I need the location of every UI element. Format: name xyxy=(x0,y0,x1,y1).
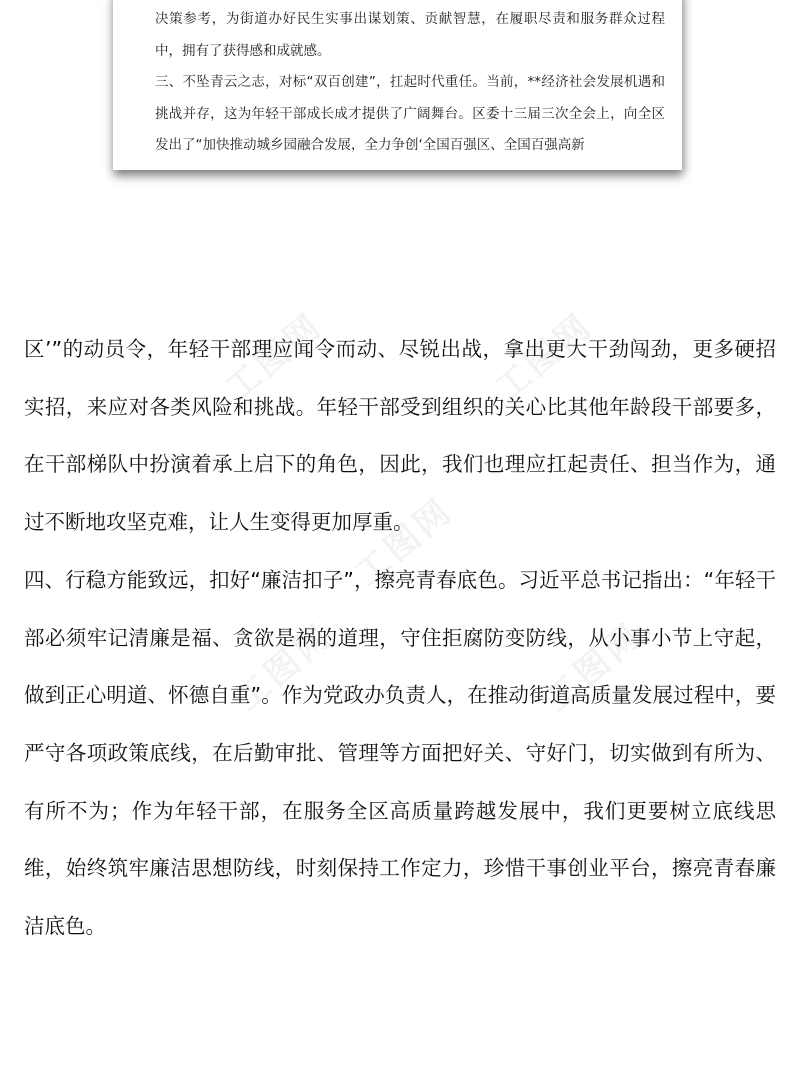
watermark-logo: 工图网 xyxy=(227,615,341,720)
preview-paragraph-2: 三、不坠青云之志，对标“双百创建”，扛起时代重任。当前，**经济社会发展机遇和挑战并存，这为年轻干部成长成才提供了广阔舞台。区委十三届三次全会上，向全区发出了“加快推动城乡园融合发展，全力争创‘全国百强区、全国百强高新 xyxy=(155,74,665,153)
watermark-logo: 工图网 xyxy=(217,305,331,410)
page-preview-card xyxy=(113,0,682,170)
preview-paragraph-1: 决策参考，为街道办好民生实事出谋划策、贡献智慧，在履职尽责和服务群众过程中，拥有了获得感和成就感。 xyxy=(155,11,665,59)
document-body xyxy=(24,321,776,956)
preview-text-block xyxy=(155,4,665,162)
watermark-logo: 工图网 xyxy=(347,490,461,595)
watermark-logo: 工图网 xyxy=(487,305,601,410)
watermark-logo: 工图网 xyxy=(537,615,651,720)
body-paragraph-2: 四、行稳方能致远，扣好“廉洁扣子”，擦亮青春底色。习近平总书记指出：“年轻干部必须牢记清廉是福、贪欲是祸的道理，守住拒腐防变防线，从小事小节上守起，做到正心明道、怀德自重”。作为党政办负责人，在推动街道高质量发展过程中，要严守各项政策底线，在后勤审批、管理等方面把好关、守好门，切实做到有所为、有所不为；作为年轻干部，在服务全区高质量跨越发展中，我们更要树立底线思维，始终筑牢廉洁思想防线，时刻保持工作定力，珍惜干事创业平台，擦亮青春廉洁底色。 xyxy=(24,567,776,939)
body-paragraph-1: 区’”的动员令，年轻干部理应闻令而动、尽锐出战，拿出更大干劲闯劲，更多硬招实招，来应对各类风险和挑战。年轻干部受到组织的关心比其他年龄段干部要多，在干部梯队中扮演着承上启下的角色，因此，我们也理应扛起责任、担当作为，通过不断地攻坚克难，让人生变得更加厚重。 xyxy=(24,337,776,535)
